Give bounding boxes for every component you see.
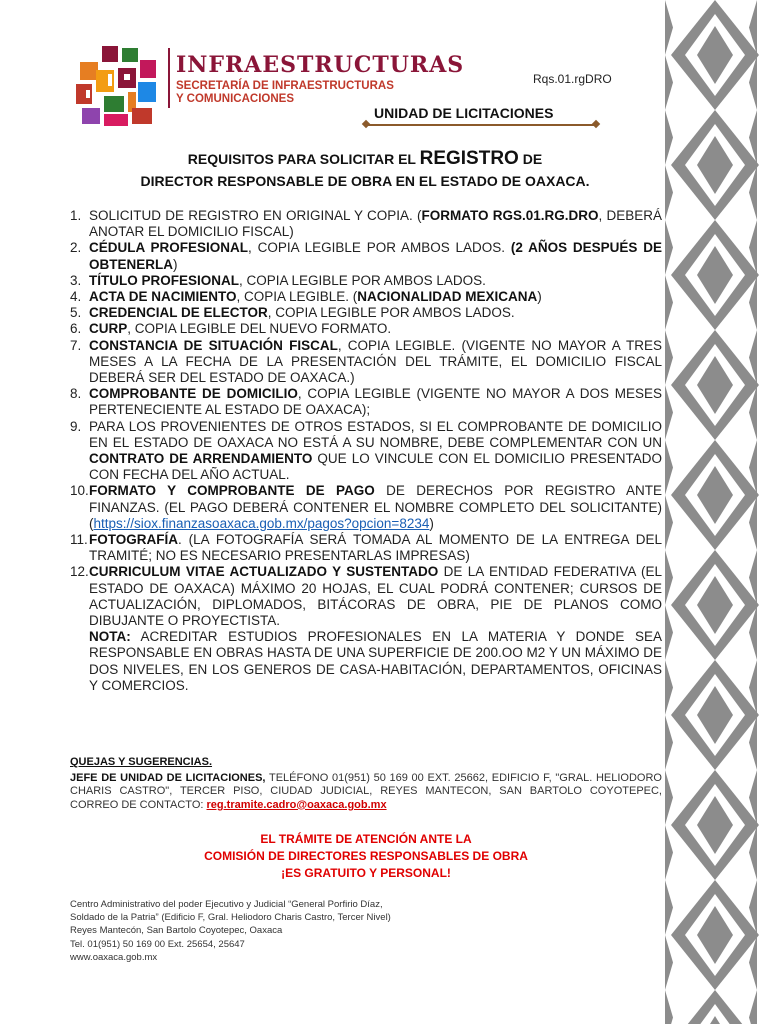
requirement-text: , COPIA LEGIBLE POR AMBOS LADOS. xyxy=(267,305,515,321)
requirement-text: , COPIA LEGIBLE. ( xyxy=(236,289,358,305)
requirement-number: 4. xyxy=(70,289,82,305)
brand-subtitle-line-1: SECRETARÍA DE INFRAESTRUCTURAS xyxy=(176,80,394,92)
requirement-text: PARA LOS PROVENIENTES DE OTROS ESTADOS, SI EL COMPROBANTE DE DOMICILIO EN EL ESTADO DE OAXACA NO ESTÁ A SU NOMBRE, DEBE COMPLEMENTAR CON UN xyxy=(89,418,662,450)
footer-line-1: Centro Administrativo del poder Ejecutivo y Judicial “General Porfirio Díaz, xyxy=(70,899,383,910)
requirement-text: . (LA FOTOGRAFÍA SERÁ TOMADA AL MOMENTO DE LA ENTREGA DEL TRAMITÉ; NO ES NECESARIO PRESENTARLAS IMPRESAS) xyxy=(89,532,662,564)
requirement-emphasis: NOTA: xyxy=(89,629,131,645)
requirement-item xyxy=(70,273,662,289)
requirement-text: ) xyxy=(429,515,434,531)
requirement-item xyxy=(70,419,662,484)
requirement-item xyxy=(70,208,662,240)
requirement-text: ) xyxy=(173,256,178,272)
requirement-number: 5. xyxy=(70,305,82,321)
requirement-emphasis: TÍTULO PROFESIONAL xyxy=(89,272,239,288)
requirement-text: DE LA ENTIDAD FEDERATIVA (EL ESTADO DE OAXACA) MÁXIMO 20 HOJAS, EL CUAL PODRÁ CONTENER; CURSOS DE ACTUALIZACIÓN, DIPLOMADOS, BITÁCORAS DE OBRA, PIE DE PLANOS COMO DIBUJANTE O PROYECTISTA. xyxy=(89,564,662,629)
requirement-number: 9. xyxy=(70,418,82,434)
requirement-item xyxy=(70,240,662,272)
unit-underline xyxy=(366,124,596,126)
requirement-item xyxy=(70,321,662,337)
requirement-text: ACREDITAR ESTUDIOS PROFESIONALES EN LA MATERIA Y DONDE SEA RESPONSABLE EN OBRAS HASTA DE UNA SUPERFICIE DE 200.OO M2 Y UN MÁXIMO DE DOS NIVELES, EN LOS GENEROS DE CASA-HABITACIÓN, DEPARTAMENTOS, OFICINAS Y COMERCIOS. xyxy=(89,629,662,693)
decorative-pattern-strip xyxy=(663,0,768,1024)
page-title-line-1 xyxy=(70,148,660,170)
requirement-emphasis: FORMATO RGS.01.RG.DRO xyxy=(421,208,599,223)
requirement-number: 11. xyxy=(70,532,88,548)
requirement-emphasis: COMPROBANTE DE DOMICILIO xyxy=(89,386,298,402)
brand-divider xyxy=(168,48,170,108)
requirement-emphasis: ACTA DE NACIMIENTO xyxy=(89,289,237,305)
requirement-emphasis: FORMATO Y COMPROBANTE DE PAGO xyxy=(89,483,375,499)
brand-subtitle-line-2: Y COMUNICACIONES xyxy=(176,93,294,105)
complaints-text: TELÉFONO 01(951) 50 169 00 EXT. 25662, EDIFICIO F, "GRAL. HELIODORO CHARIS CASTRO", TERCER PISO, CIUDAD JUDICIAL, REYES MANTECON, SAN BARTOLO COYOTEPEC, CORREO DE CONTACTO: xyxy=(70,772,662,811)
requirement-text: SOLICITUD DE REGISTRO EN ORIGINAL Y COPIA. ( xyxy=(89,208,422,223)
complaints-body xyxy=(70,772,662,812)
requirement-emphasis: CONTRATO DE ARRENDAMIENTO xyxy=(89,451,313,467)
requirement-text: , COPIA LEGIBLE. (VIGENTE NO MAYOR A TRES MESES A LA FECHA DE LA PRESENTACIÓN DEL TRÁMITE, EL DOMICILIO FISCAL DEBERÁ SER DEL ESTADO DE OAXACA.) xyxy=(89,337,662,386)
footer-line-3: Reyes Mantecón, San Bartolo Coyotepec, Oaxaca xyxy=(70,925,283,937)
complaints-lead: JEFE DE UNIDAD DE LICITACIONES, xyxy=(70,772,266,784)
requirement-emphasis: CONSTANCIA DE SITUACIÓN FISCAL xyxy=(89,337,338,353)
footer-address xyxy=(70,898,391,964)
requirement-number: 6. xyxy=(70,321,82,337)
requirement-text: , COPIA LEGIBLE (VIGENTE NO MAYOR A DOS MESES PERTENECIENTE AL ESTADO DE OAXACA); xyxy=(89,386,663,418)
footer-line-2: Soldado de la Patria” (Edificio F, Gral. Heliodoro Charis Castro, Tercer Nivel) xyxy=(70,912,391,924)
page-title-line-2: DIRECTOR RESPONSABLE DE OBRA EN EL ESTADO DE OAXACA. xyxy=(140,173,590,189)
requirement-text: , COPIA LEGIBLE DEL NUEVO FORMATO. xyxy=(127,321,392,337)
requirement-item xyxy=(70,532,662,564)
requirement-emphasis: FOTOGRAFÍA xyxy=(89,532,178,548)
notice-line-3: ¡ES GRATUITO Y PERSONAL! xyxy=(281,866,451,880)
requirement-number: 1. xyxy=(70,208,82,223)
requirement-text: , COPIA LEGIBLE POR AMBOS LADOS. xyxy=(248,240,511,256)
title-registro: REGISTRO xyxy=(419,148,519,169)
requirement-text: , DEBERÁ ANOTAR EL DOMICILIO FISCAL) xyxy=(89,208,663,240)
title-part-a: REQUISITOS PARA SOLICITAR EL xyxy=(187,151,420,167)
complaints-title: QUEJAS Y SUGERENCIAS. xyxy=(70,756,213,768)
requirement-emphasis: CÉDULA PROFESIONAL xyxy=(89,240,249,256)
unit-underline-right-dot xyxy=(592,120,600,128)
unit-heading: UNIDAD DE LICITACIONES xyxy=(374,105,554,121)
requirement-emphasis: CURP xyxy=(89,321,128,337)
requirement-text: DE DERECHOS POR REGISTRO ANTE FINANZAS. (EL PAGO DEBERÁ CONTENER EL NOMBRE COMPLETO DEL SOLICITANTE) ( xyxy=(89,483,662,531)
oaxaca-logo xyxy=(72,42,162,132)
requirement-emphasis: CREDENCIAL DE ELECTOR xyxy=(89,305,268,321)
requirement-number: 2. xyxy=(70,240,82,256)
contact-email-link[interactable]: reg.tramite.cadro@oaxaca.gob.mx xyxy=(206,798,387,811)
requirement-item xyxy=(70,564,662,694)
footer-website-link[interactable]: www.oaxaca.gob.mx xyxy=(70,951,158,963)
footer-line-4: Tel. 01(951) 50 169 00 Ext. 25654, 25647 xyxy=(70,938,245,950)
title-part-c: DE xyxy=(518,151,543,167)
requirement-text: ) xyxy=(537,289,542,305)
brand-title: INFRAESTRUCTURAS xyxy=(176,52,465,78)
requirement-text: , COPIA LEGIBLE POR AMBOS LADOS. xyxy=(239,272,486,288)
requirement-text: QUE LO VINCULE CON EL DOMICILIO PRESENTADO CON FECHA DEL AÑO ACTUAL. xyxy=(89,451,662,483)
requirement-item xyxy=(70,483,662,532)
requirement-item xyxy=(70,338,662,387)
requirement-item xyxy=(70,386,662,418)
requirement-number: 10. xyxy=(70,483,89,499)
requirement-emphasis: NACIONALIDAD MEXICANA xyxy=(357,289,538,305)
requirement-item xyxy=(70,305,662,321)
brand-subtitle xyxy=(176,80,394,106)
form-code: Rqs.01.rgDRO xyxy=(533,72,612,86)
requirements-list xyxy=(70,208,662,694)
requirement-item xyxy=(70,289,662,305)
requirement-emphasis: CURRICULUM VITAE ACTUALIZADO Y SUSTENTADO xyxy=(89,564,439,580)
requirement-note xyxy=(89,629,662,694)
unit-underline-left-dot xyxy=(362,120,370,128)
requirement-number: 3. xyxy=(70,272,82,288)
requirement-number: 8. xyxy=(70,386,82,402)
requirement-number: 7. xyxy=(70,337,82,353)
payment-url-link[interactable]: https://siox.finanzasoaxaca.gob.mx/pagos?opcion=8234 xyxy=(93,515,430,531)
requirement-emphasis: (2 AÑOS DESPUÉS DE OBTENERLA xyxy=(89,240,662,272)
notice-line-2: COMISIÓN DE DIRECTORES RESPONSABLES DE OBRA xyxy=(204,849,528,863)
notice-line-1: EL TRÁMITE DE ATENCIÓN ANTE LA xyxy=(260,832,472,846)
requirement-number: 12. xyxy=(70,564,89,580)
